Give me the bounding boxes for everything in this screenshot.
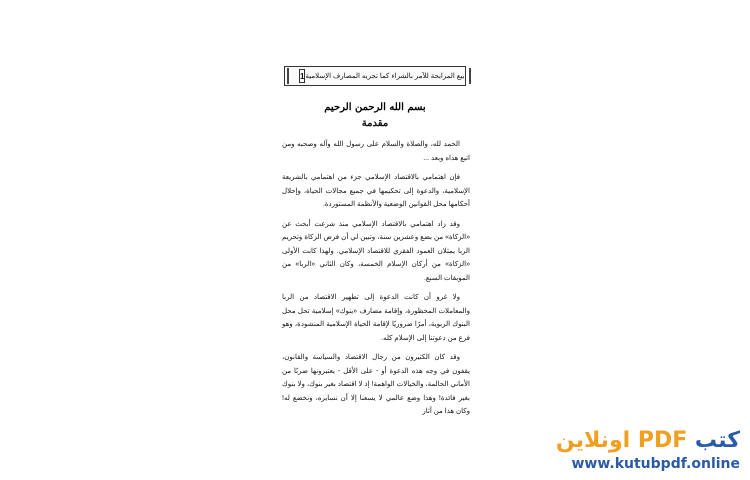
logo-word: كتب	[694, 428, 740, 453]
paragraph: وقد كان الكثيرون من رجال الاقتصاد والسياسة والقانون، يقفون في وجه هذه الدعوة أو - على الأقل - يعتبرونها ضربًا من الأماني الحالمة، والخيالات الواهمة! إذ لا اقتصاد بغير بنوك، ولا بنوك بغير فائدة! وهذا وضع عالمي لا يسعنا إلا أن نسايره، ونخضع له! وكان هذا من آثار	[282, 354, 470, 415]
page-number: 1	[299, 69, 305, 83]
paragraph: ولا غرو أن كانت الدعوة إلى تطهير الاقتصاد من الربا والمعاملات المحظورة، وإقامة مصارف «بنوك» إسلامية تحل محل البنوك الربوية، أمرًا ضروريًا لإقامة الحياة الإسلامية المنشودة، وهو فرع من دعوتنا إلى الإسلام كله.	[282, 294, 470, 342]
watermark-url: www.kutubpdf.online	[571, 456, 740, 472]
paragraph: فإن اهتمامي بالاقتصاد الإسلامي جزء من اهتمامي بالشريعة الإسلامية، والدعوة إلى تحكيمها في جميع مجالات الحياة، وإحلال أحكامها محل القوانين الوضعية والأنظمة المستوردة.	[282, 174, 470, 208]
running-title: بيع المرابحة للآمر بالشراء كما تجريه المصارف الإسلامية	[305, 73, 465, 80]
running-header	[284, 66, 466, 86]
logo-word: PDF اونلاين	[555, 428, 688, 453]
ornament-icon	[469, 68, 471, 84]
paragraph: وقد زاد اهتمامي بالاقتصاد الإسلامي منذ شرعت أبحث عن «الزكاة» من بضع وعشرين سنة، وتبين لي أن فرض الزكاة وتحريم الربا يمثلان العمود الفقري للاقتصاد الإسلامي. ولهذا كانت الأولى «الزكاة» من أركان الإسلام الخمسة، وكان الثاني «الربا» من الموبقات السبع.	[282, 220, 470, 282]
paragraph: الحمد لله، والصلاة والسلام على رسول الله وآله وصحبه ومن اتبع هداه وبعد ...	[282, 141, 470, 162]
basmala: بسم الله الرحمن الرحيم	[324, 102, 426, 113]
body-text	[282, 138, 470, 425]
section-title: مقدمة	[361, 118, 389, 129]
watermark-logo	[556, 428, 740, 453]
ornament-icon	[287, 68, 289, 84]
